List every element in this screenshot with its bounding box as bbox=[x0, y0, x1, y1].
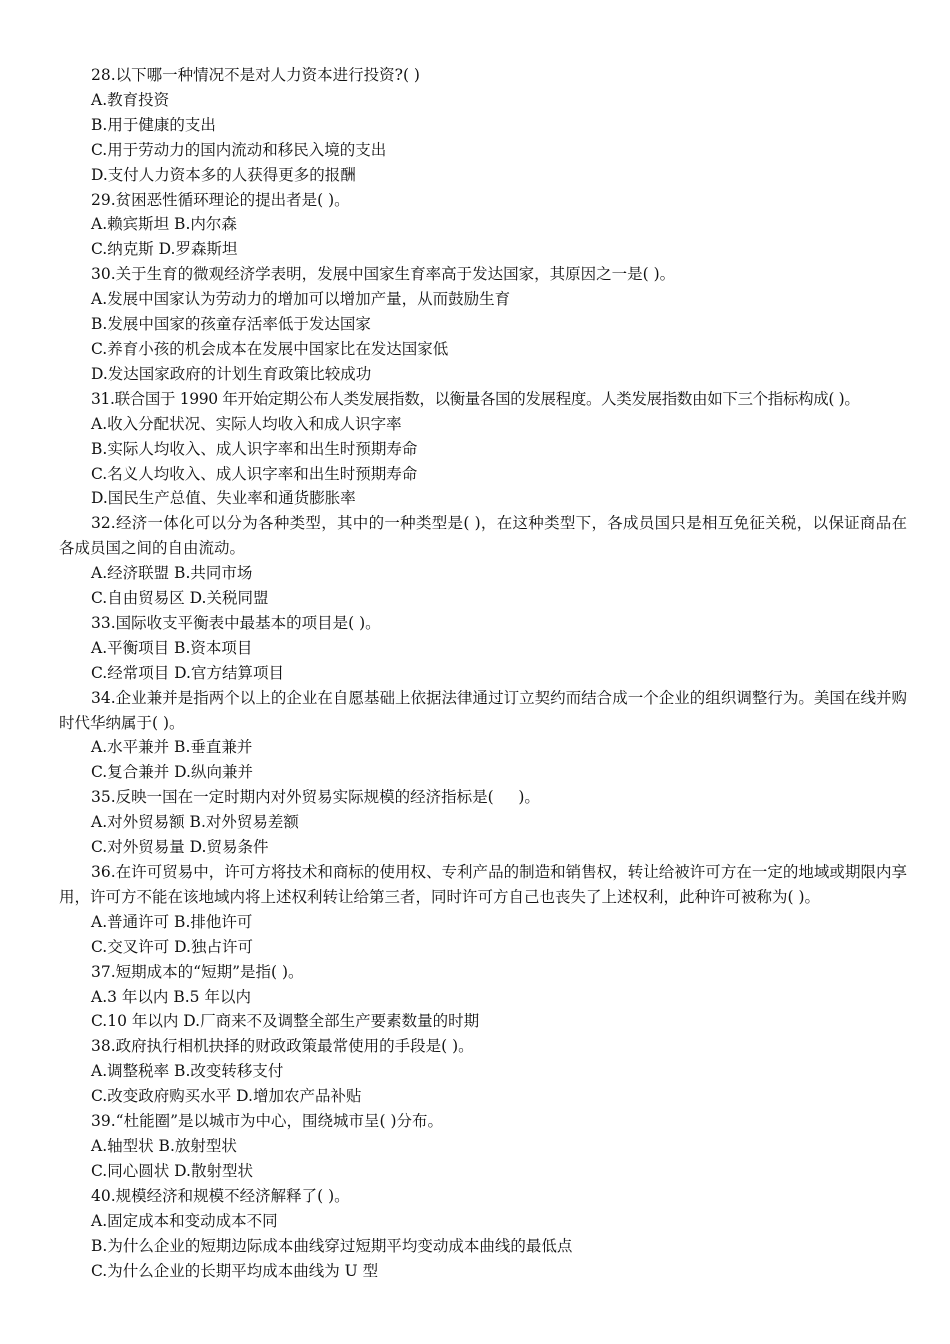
question-37-options-cd: C.10 年以内 D.厂商来不及调整全部生产要素数量的时期 bbox=[91, 1012, 480, 1031]
question-29-stem: 29.贫困恶性循环理论的提出者是( )。 bbox=[91, 190, 350, 209]
question-35-stem: 35.反映一国在一定时期内对外贸易实际规模的经济指标是( )。 bbox=[91, 788, 540, 807]
question-33-stem: 33.国际收支平衡表中最基本的项目是( )。 bbox=[91, 613, 381, 632]
question-36-options-cd: C.交叉许可 D.独占许可 bbox=[91, 937, 253, 956]
question-29-options-ab: A.赖宾斯坦 B.内尔森 bbox=[91, 215, 237, 234]
question-34-options-ab: A.水平兼并 B.垂直兼并 bbox=[91, 738, 253, 757]
question-37-stem: 37.短期成本的“短期”是指( )。 bbox=[91, 962, 304, 981]
question-31-option-d: D.国民生产总值、失业率和通货膨胀率 bbox=[91, 489, 356, 508]
question-40-option-c: C.为什么企业的长期平均成本曲线为 U 型 bbox=[91, 1261, 379, 1280]
exam-questions-body bbox=[59, 63, 907, 1283]
question-28-option-b: B.用于健康的支出 bbox=[91, 115, 216, 134]
question-34-stem: 34.企业兼并是指两个以上的企业在自愿基础上依据法律通过订立契约而结合成一个企业的组织调整行为。美国在线并购时代华纳属于( )。 bbox=[59, 688, 907, 732]
question-31-option-a: A.收入分配状况、实际人均收入和成人识字率 bbox=[91, 414, 402, 433]
question-28-option-c: C.用于劳动力的国内流动和移民入境的支出 bbox=[91, 140, 387, 159]
question-28-option-d: D.支付人力资本多的人获得更多的报酬 bbox=[91, 165, 356, 184]
question-30-option-b: B.发展中国家的孩童存活率低于发达国家 bbox=[91, 315, 371, 334]
question-39-options-ab: A.轴型状 B.放射型状 bbox=[91, 1136, 237, 1155]
question-33-options-ab: A.平衡项目 B.资本项目 bbox=[91, 638, 253, 657]
question-31-option-c: C.名义人均收入、成人识字率和出生时预期寿命 bbox=[91, 464, 418, 483]
question-32-options-ab: A.经济联盟 B.共同市场 bbox=[91, 564, 253, 583]
question-30-option-c: C.养育小孩的机会成本在发展中国家比在发达国家低 bbox=[91, 339, 449, 358]
question-28-stem: 28.以下哪一种情况不是对人力资本进行投资?( ) bbox=[91, 66, 420, 84]
question-40-option-a: A.固定成本和变动成本不同 bbox=[91, 1211, 278, 1230]
question-36-stem: 36.在许可贸易中，许可方将技术和商标的使用权、专利产品的制造和销售权，转让给被许可方在一定的地域或期限内享用，许可方不能在该地域内将上述权利转让给第三者，同时许可方自己也丧失了上述权利，此种许可被称为( )。 bbox=[59, 863, 907, 906]
question-30-option-d: D.发达国家政府的计划生育政策比较成功 bbox=[91, 364, 372, 383]
question-36-options-ab: A.普通许可 B.排他许可 bbox=[91, 912, 253, 931]
question-39-stem: 39.“杜能圈”是以城市为中心，围绕城市呈( )分布。 bbox=[91, 1112, 444, 1131]
question-30-stem: 30.关于生育的微观经济学表明，发展中国家生育率高于发达国家，其原因之一是( )。 bbox=[91, 265, 676, 284]
question-28-option-a: A.教育投资 bbox=[91, 90, 170, 109]
question-38-options-cd: C.改变政府购买水平 D.增加农产品补贴 bbox=[91, 1087, 362, 1106]
question-30-option-a: A.发展中国家认为劳动力的增加可以增加产量，从而鼓励生育 bbox=[91, 290, 511, 309]
question-32-stem: 32.经济一体化可以分为各种类型，其中的一种类型是( )，在这种类型下，各成员国只是相互免征关税，以保证商品在各成员国之间的自由流动。 bbox=[59, 514, 907, 558]
question-38-options-ab: A.调整税率 B.改变转移支付 bbox=[91, 1062, 284, 1081]
question-34-options-cd: C.复合兼并 D.纵向兼并 bbox=[91, 763, 253, 782]
question-40-option-b: B.为什么企业的短期边际成本曲线穿过短期平均变动成本曲线的最低点 bbox=[91, 1236, 573, 1255]
question-31-option-b: B.实际人均收入、成人识字率和出生时预期寿命 bbox=[91, 439, 418, 458]
question-39-options-cd: C.同心圆状 D.散射型状 bbox=[91, 1161, 253, 1180]
question-29-options-cd: C.纳克斯 D.罗森斯坦 bbox=[91, 240, 238, 259]
question-35-options-cd: C.对外贸易量 D.贸易条件 bbox=[91, 838, 269, 857]
question-35-options-ab: A.对外贸易额 B.对外贸易差额 bbox=[91, 813, 299, 832]
question-32-options-cd: C.自由贸易区 D.关税同盟 bbox=[91, 589, 269, 608]
question-38-stem: 38.政府执行相机抉择的财政政策最常使用的手段是( )。 bbox=[91, 1037, 474, 1056]
question-33-options-cd: C.经常项目 D.官方结算项目 bbox=[91, 663, 284, 682]
question-37-options-ab: A.3 年以内 B.5 年以内 bbox=[91, 987, 251, 1006]
question-40-stem: 40.规模经济和规模不经济解释了( )。 bbox=[91, 1186, 350, 1205]
question-31-stem: 31.联合国于 1990 年开始定期公布人类发展指数，以衡量各国的发展程度。人类发展指数由如下三个指标构成( )。 bbox=[91, 389, 860, 408]
